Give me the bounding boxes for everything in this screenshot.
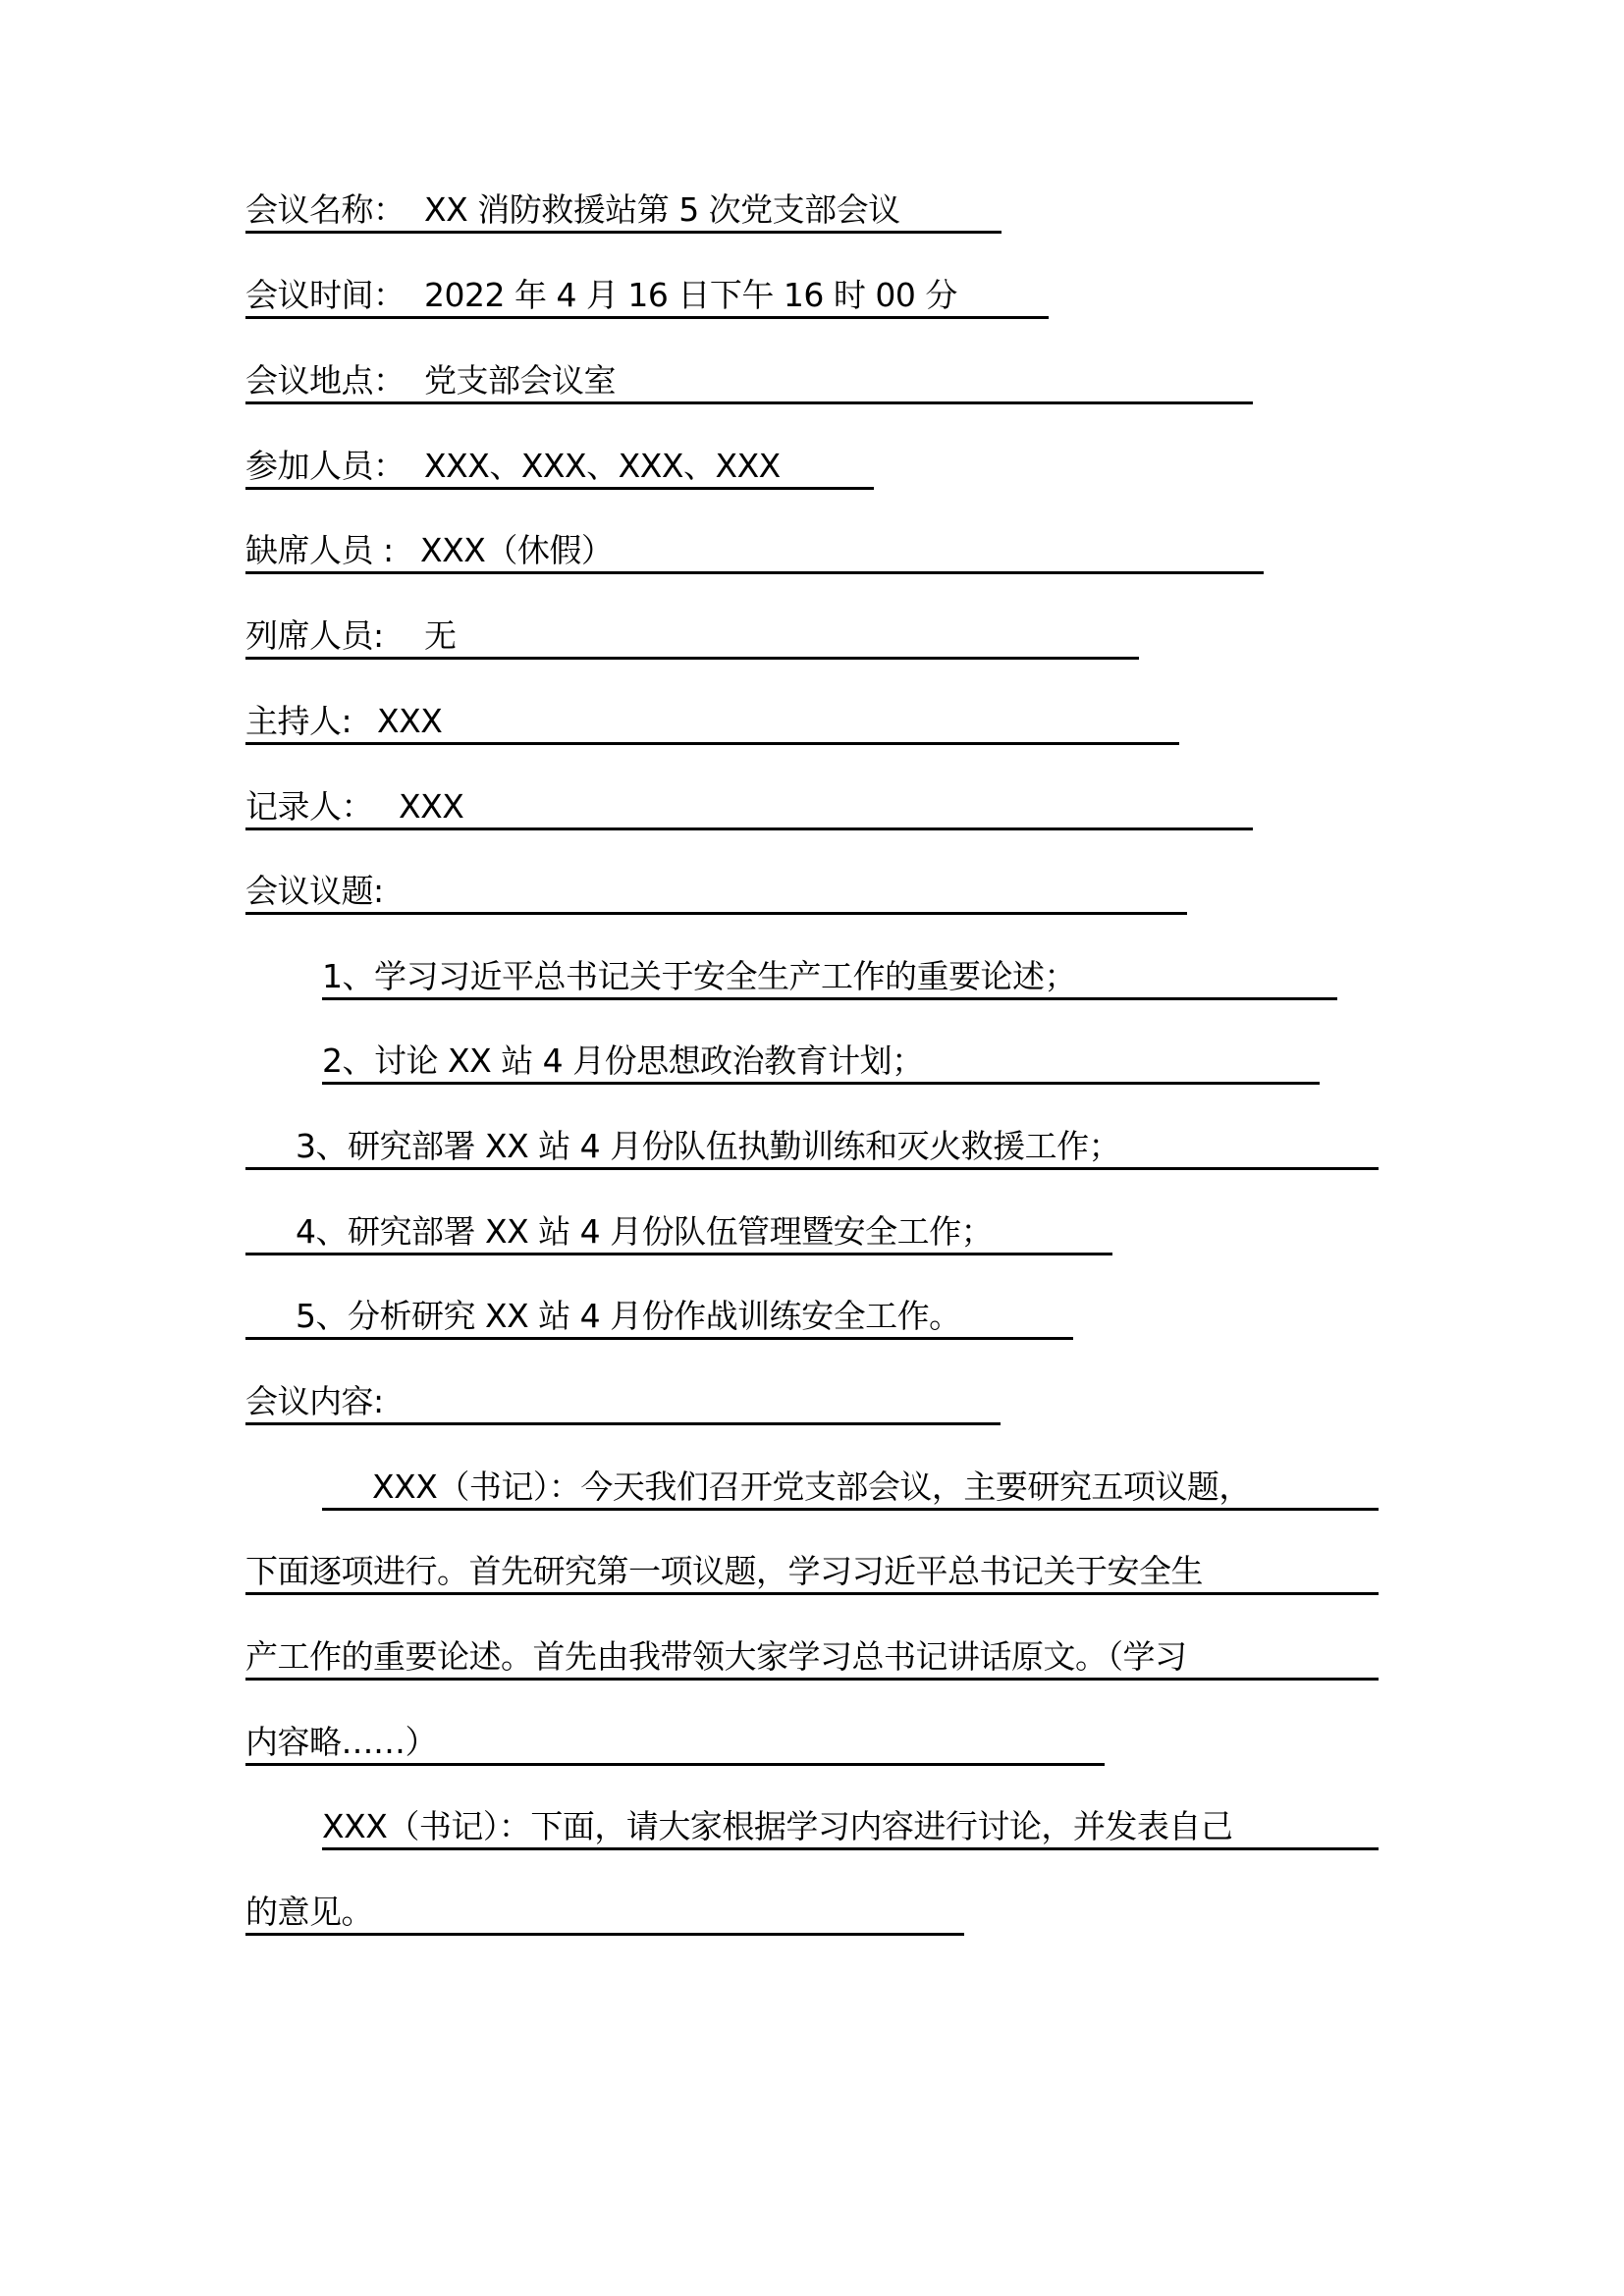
agenda-item-2: 2、讨论 XX 站 4 月份思想政治教育计划；	[322, 1041, 924, 1080]
underline	[322, 1847, 1379, 1850]
underline	[245, 571, 1264, 574]
absentees-value: XXX（休假）	[420, 531, 614, 569]
attendees-value: XXX、XXX、XXX、XXX	[424, 447, 781, 485]
recorder-value: XXX	[399, 787, 464, 826]
meeting-place-value: 党支部会议室	[424, 361, 616, 400]
underline	[245, 912, 1187, 915]
paragraph-2-line-1: XXX（书记）：下面，请大家根据学习内容进行讨论，并发表自己	[322, 1807, 1233, 1845]
underline	[245, 1422, 1001, 1425]
paragraph-2-line-2: 的意见。	[245, 1893, 373, 1931]
attendees-label: 参加人员：	[245, 447, 406, 485]
agenda-item-3: 3、研究部署 XX 站 4 月份队伍执勤训练和灭火救援工作；	[296, 1127, 1121, 1165]
paragraph-1-line-1: XXX（书记）：今天我们召开党支部会议，主要研究五项议题，	[372, 1468, 1251, 1506]
underline	[322, 1082, 1320, 1085]
agenda-title: 会议议题:	[245, 872, 384, 910]
underline	[322, 997, 1337, 1000]
meeting-name-value: XX 消防救援站第 5 次党支部会议	[424, 190, 900, 229]
underline	[245, 1678, 1379, 1681]
meeting-place-label: 会议地点：	[245, 361, 406, 400]
agenda-item-4: 4、研究部署 XX 站 4 月份队伍管理暨安全工作；	[296, 1212, 994, 1251]
paragraph-1-line-4: 内容略……）	[245, 1723, 437, 1761]
underline	[245, 1592, 1379, 1595]
recorder-label: 记录人：	[245, 787, 373, 826]
underline	[322, 1508, 1379, 1511]
host-value: XXX	[377, 702, 443, 740]
underline	[245, 828, 1253, 830]
absentees-label: 缺席人员 :	[245, 531, 394, 569]
underline	[245, 1763, 1105, 1766]
underline	[245, 231, 1001, 234]
meeting-time-value: 2022 年 4 月 16 日下午 16 时 00 分	[424, 276, 957, 314]
paragraph-1-line-2: 下面逐项进行。首先研究第一项议题，学习习近平总书记关于安全生	[245, 1552, 1203, 1590]
meeting-time-label: 会议时间：	[245, 276, 406, 314]
underline	[245, 1167, 1379, 1170]
host-label: 主持人:	[245, 702, 352, 740]
agenda-item-1: 1、学习习近平总书记关于安全生产工作的重要论述；	[322, 957, 1076, 995]
underline	[245, 742, 1179, 745]
underline	[245, 487, 874, 490]
underline	[245, 1337, 1073, 1340]
observers-value: 无	[424, 616, 457, 655]
observers-label: 列席人员:	[245, 616, 384, 655]
underline	[245, 401, 1253, 404]
meeting-name-label: 会议名称：	[245, 190, 406, 229]
underline	[245, 316, 1049, 319]
agenda-item-5: 5、分析研究 XX 站 4 月份作战训练安全工作。	[296, 1297, 961, 1335]
underline	[245, 1253, 1112, 1255]
underline	[245, 657, 1139, 660]
content-title: 会议内容:	[245, 1382, 384, 1420]
underline	[245, 1933, 964, 1936]
paragraph-1-line-3: 产工作的重要论述。首先由我带领大家学习总书记讲话原文。（学习	[245, 1637, 1187, 1676]
